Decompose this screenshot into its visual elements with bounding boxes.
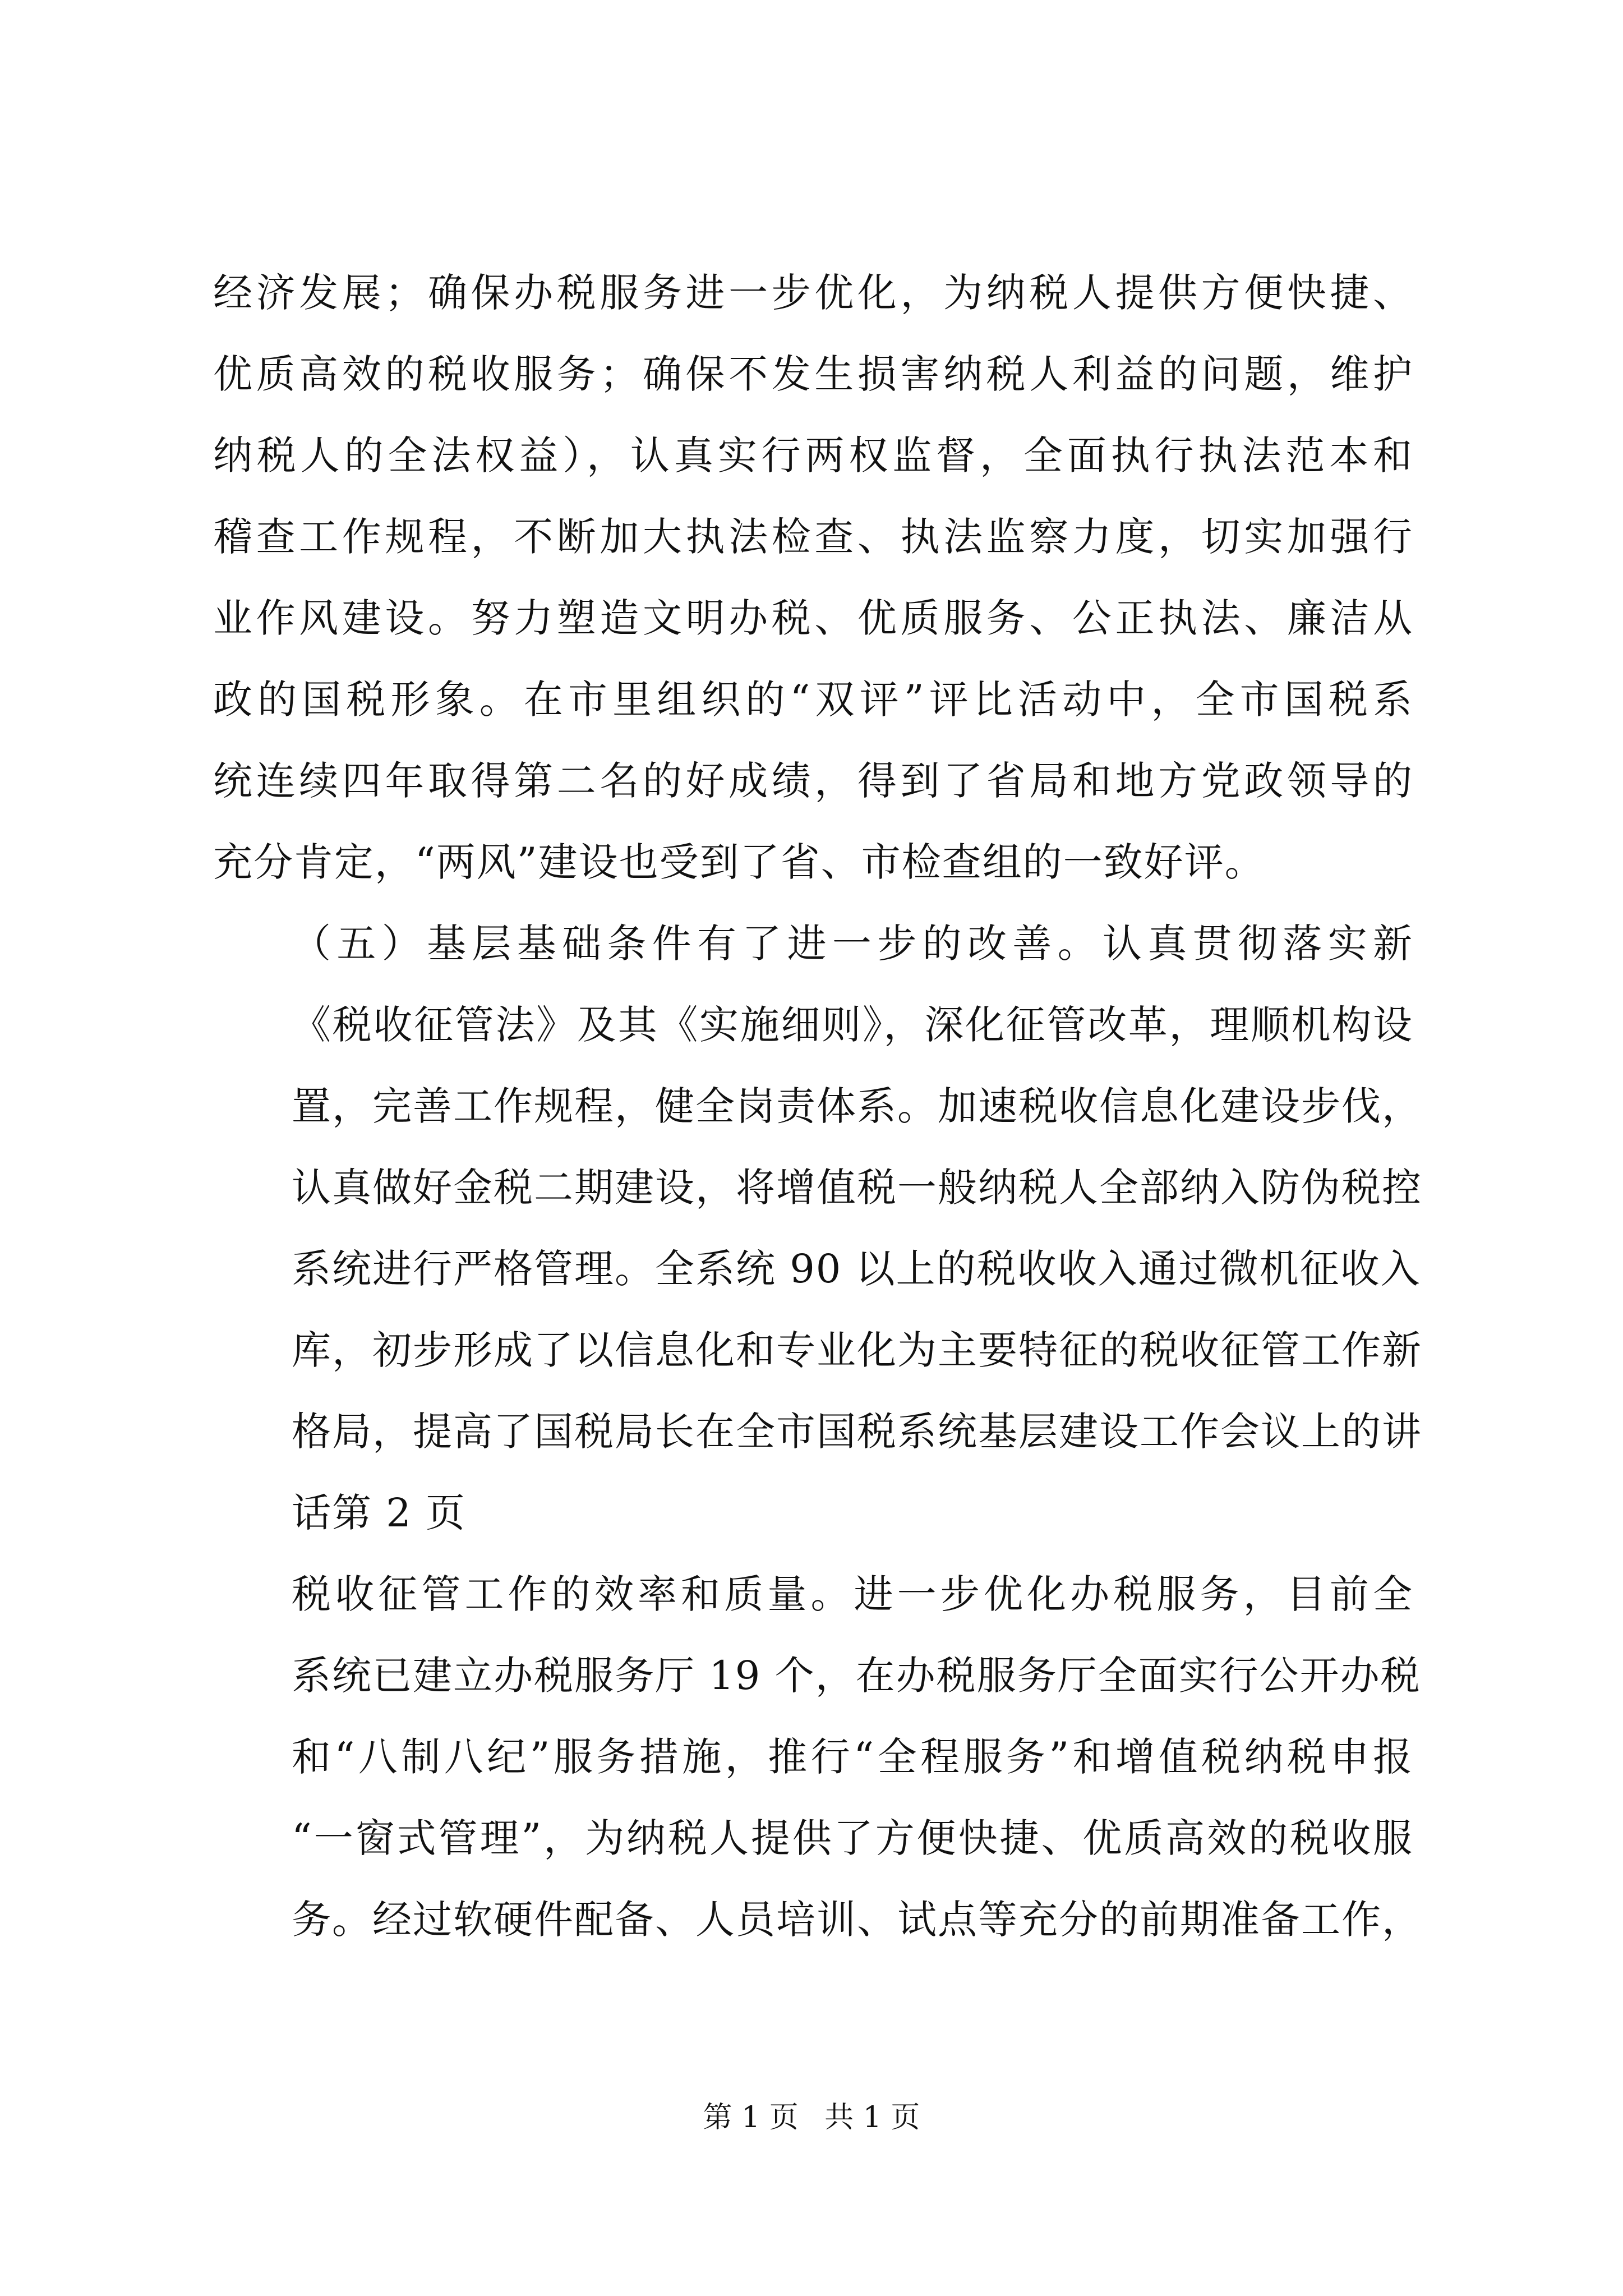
page-number: 第 1 页 <box>703 2101 799 2134</box>
page-total: 共 1 页 <box>824 2101 920 2134</box>
text-line: “一窗式管理”，为纳税人提供了方便快捷、优质高效的税收服 <box>292 1815 1413 1861</box>
text-line: 政的国税形象。在市里组织的“双评”评比活动中，全市国税系 <box>213 677 1413 723</box>
text-line: 格局，提高了国税局长在全市国税系统基层建设工作会议上的讲 <box>292 1409 1422 1455</box>
page-footer <box>0 2098 1623 2137</box>
text-line: 纳税人的全法权益），认真实行两权监督，全面执行执法范本和 <box>213 432 1413 478</box>
text-line: 库，初步形成了以信息化和专业化为主要特征的税收征管工作新 <box>292 1327 1422 1373</box>
paragraph <box>213 252 1413 903</box>
text-line: 系统已建立办税服务厅 19 个，在办税服务厅全面实行公开办税 <box>292 1653 1421 1699</box>
text-line: 置，完善工作规程，健全岗责体系。加速税收信息化建设步伐， <box>292 1083 1422 1129</box>
text-line: 和“八制八纪”服务措施，推行“全程服务”和增值税纳税申报 <box>292 1734 1413 1780</box>
text-line: 系统进行严格管理。全系统 90 以上的税收收入通过微机征收入 <box>292 1246 1421 1292</box>
paragraph <box>213 903 1422 1554</box>
text-line: 税收征管工作的效率和质量。进一步优化办税服务，目前全 <box>292 1571 1413 1617</box>
text-line: 《税收征管法》及其《实施细则》，深化征管改革，理顺机构设 <box>292 1002 1413 1048</box>
text-line: 充分肯定，“两风”建设也受到了省、市检查组的一致好评。 <box>213 839 1265 885</box>
text-line: 经济发展；确保办税服务进一步优化，为纳税人提供方便快捷、 <box>213 270 1413 316</box>
document-body <box>213 252 1422 1961</box>
text-line: 统连续四年取得第二名的好成绩，得到了省局和地方党政领导的 <box>213 758 1413 804</box>
text-line: 业作风建设。努力塑造文明办税、优质服务、公正执法、廉洁从 <box>213 595 1413 641</box>
text-line: 务。经过软硬件配备、人员培训、试点等充分的前期准备工作， <box>292 1897 1422 1943</box>
text-line: 稽查工作规程，不断加大执法检查、执法监察力度，切实加强行 <box>213 514 1413 560</box>
paragraph <box>213 1554 1422 1961</box>
text-line: 认真做好金税二期建设，将增值税一般纳税人全部纳入防伪税控 <box>292 1165 1422 1211</box>
text-line: 优质高效的税收服务；确保不发生损害纳税人利益的问题，维护 <box>213 351 1413 397</box>
text-line: 话第 2 页 <box>292 1490 467 1536</box>
text-line: （五）基层基础条件有了进一步的改善。认真贯彻落实新 <box>292 921 1413 967</box>
